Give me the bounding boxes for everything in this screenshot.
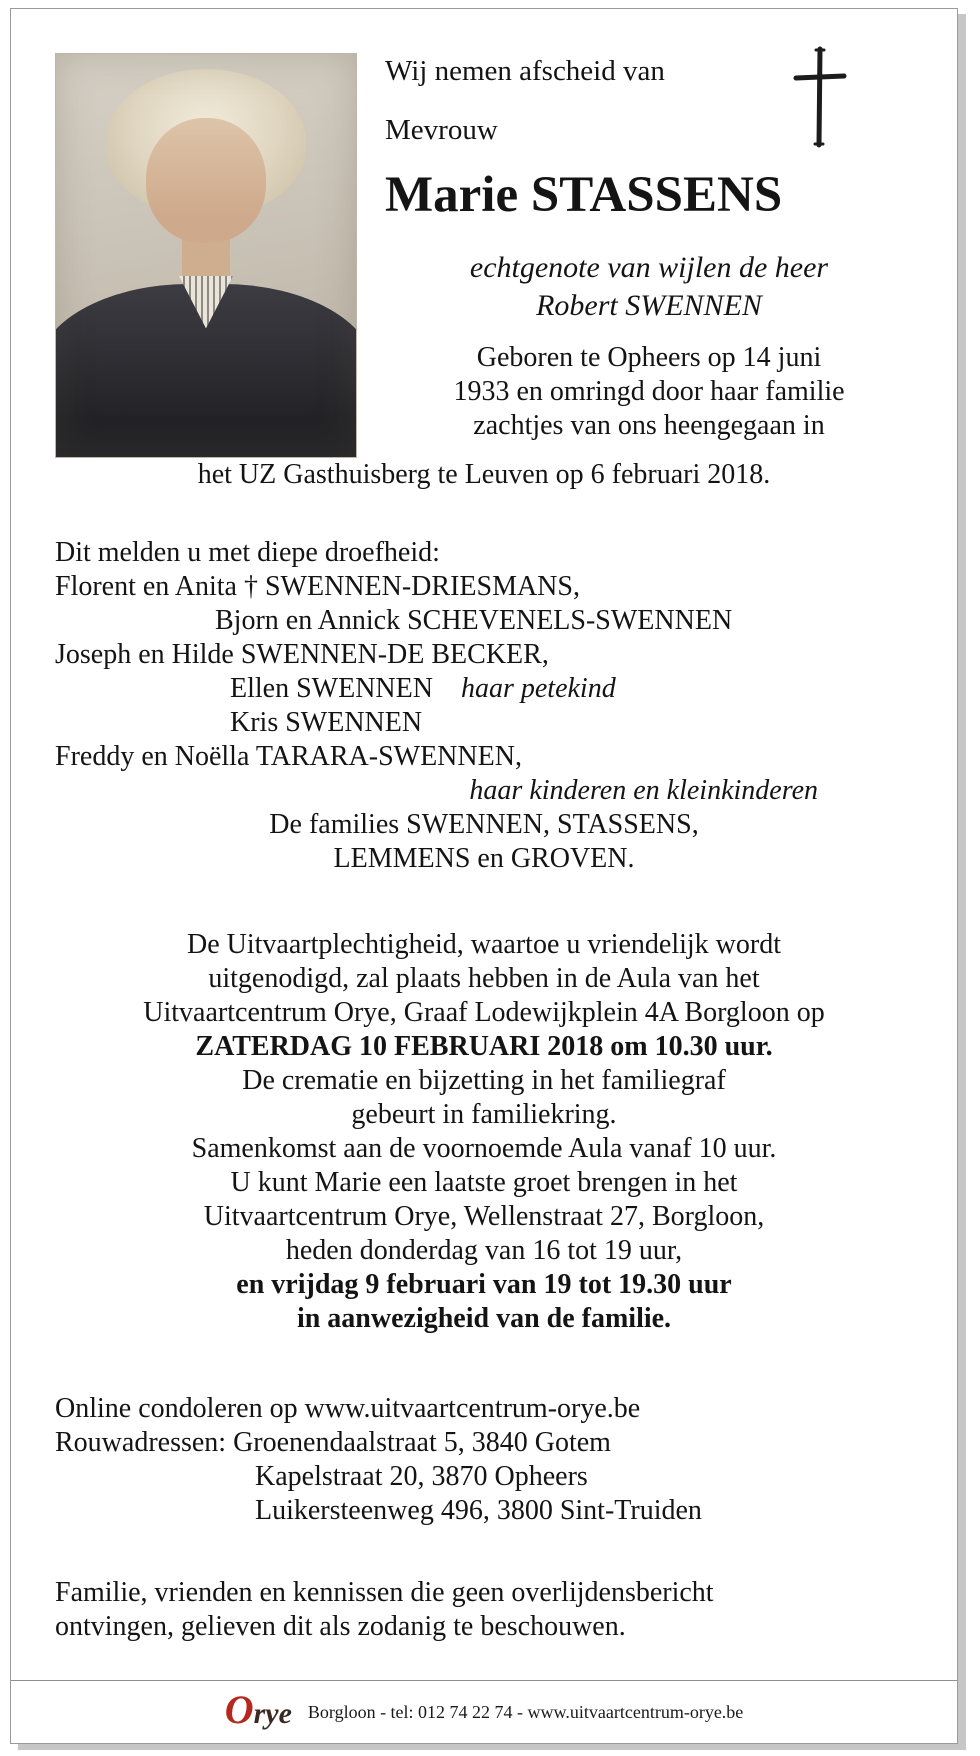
mourning-address-line: Kapelstraat 20, 3870 Opheers bbox=[255, 1461, 588, 1492]
ceremony-line: U kunt Marie een laatste groet brengen in het bbox=[230, 1167, 738, 1198]
family-line: Kris SWENNEN bbox=[230, 707, 423, 738]
ceremony-date-line: ZATERDAG 10 FEBRUARI 2018 om 10.30 uur. bbox=[195, 1031, 773, 1062]
family-line: Bjorn en Annick SCHEVENELS-SWENNEN bbox=[215, 605, 733, 636]
family-line: Florent en Anita † SWENNEN-DRIESMANS, bbox=[55, 571, 580, 602]
condolence-block bbox=[55, 1392, 913, 1528]
photo-hair bbox=[106, 69, 305, 215]
family-member-name: Ellen SWENNEN bbox=[230, 673, 433, 704]
photo-face bbox=[146, 118, 267, 244]
mourning-address-line: Luikersteenweg 496, 3800 Sint-Truiden bbox=[255, 1495, 702, 1526]
ceremony-line: De Uitvaartplechtigheid, waartoe u vriendelijk wordt bbox=[186, 929, 781, 960]
birth-death-line: Geboren te Opheers op 14 juni bbox=[476, 342, 822, 373]
spouse-line-1: echtgenote van wijlen de heer bbox=[469, 251, 829, 284]
ceremony-line: heden donderdag van 16 tot 19 uur, bbox=[285, 1235, 683, 1266]
deceased-name: Marie STASSENS bbox=[385, 167, 783, 223]
family-announcement bbox=[55, 536, 913, 876]
photo-sweater bbox=[55, 284, 357, 458]
intro-line: Wij nemen afscheid van bbox=[385, 55, 665, 87]
online-condolence-line: Online condoleren op www.uitvaartcentrum-orye.be bbox=[55, 1393, 641, 1424]
family-line: Joseph en Hilde SWENNEN-DE BECKER, bbox=[55, 639, 549, 670]
footer-contact-line: Borgloon - tel: 012 74 22 74 - www.uitvaartcentrum-orye.be bbox=[307, 1701, 744, 1722]
ceremony-line: uitgenodigd, zal plaats hebben in de Aula van het bbox=[208, 963, 760, 994]
visitation-line: in aanwezigheid van de familie. bbox=[296, 1303, 672, 1334]
ceremony-block bbox=[55, 928, 913, 1336]
photo-neck bbox=[182, 235, 230, 292]
portrait-photo bbox=[55, 53, 357, 458]
relation-note: haar petekind bbox=[460, 673, 616, 704]
announcement-intro: Dit melden u met diepe droefheid: bbox=[55, 537, 440, 568]
family-line bbox=[55, 672, 913, 706]
funeral-home-logo: Orye bbox=[224, 1687, 292, 1732]
mourning-address-line: Rouwadressen: Groenendaalstraat 5, 3840 Gotem bbox=[55, 1427, 611, 1458]
birth-death-block bbox=[385, 341, 913, 443]
families-line: LEMMENS en GROVEN. bbox=[333, 843, 635, 874]
mourning-card bbox=[10, 8, 958, 1744]
ceremony-line: Uitvaartcentrum Orye, Graaf Lodewijkplein 4A Borgloon op bbox=[143, 997, 825, 1028]
footer bbox=[11, 1680, 957, 1743]
families-line: De families SWENNEN, STASSENS, bbox=[269, 809, 699, 840]
ceremony-line: Uitvaartcentrum Orye, Wellenstraat 27, Borgloon, bbox=[203, 1201, 765, 1232]
visitation-line: en vrijdag 9 februari van 19 tot 19.30 uur bbox=[236, 1269, 732, 1300]
cross-icon bbox=[789, 45, 851, 149]
birth-death-line: het UZ Gasthuisberg te Leuven op 6 februari 2018. bbox=[197, 459, 771, 490]
family-line: Freddy en Noëlla TARARA-SWENNEN, bbox=[55, 741, 522, 772]
ceremony-line: De crematie en bijzetting in het familiegraf bbox=[242, 1065, 726, 1096]
closing-block bbox=[55, 1576, 913, 1644]
ceremony-line: Samenkomst aan de voornoemde Aula vanaf 10 uur. bbox=[191, 1133, 777, 1164]
relation-note: haar kinderen en kleinkinderen bbox=[469, 775, 818, 806]
photo-collar bbox=[179, 276, 233, 329]
spouse-line-2: Robert SWENNEN bbox=[536, 289, 762, 322]
birth-death-line: zachtjes van ons heengegaan in bbox=[473, 410, 825, 441]
spouse-block bbox=[385, 249, 913, 325]
ceremony-line: gebeurt in familiekring. bbox=[351, 1099, 617, 1130]
closing-line: Familie, vrienden en kennissen die geen overlijdensbericht bbox=[55, 1577, 714, 1608]
salutation-line: Mevrouw bbox=[385, 114, 498, 146]
closing-line: ontvingen, gelieven dit als zodanig te beschouwen. bbox=[55, 1611, 626, 1642]
birth-death-line: 1933 en omringd door haar familie bbox=[453, 376, 845, 407]
